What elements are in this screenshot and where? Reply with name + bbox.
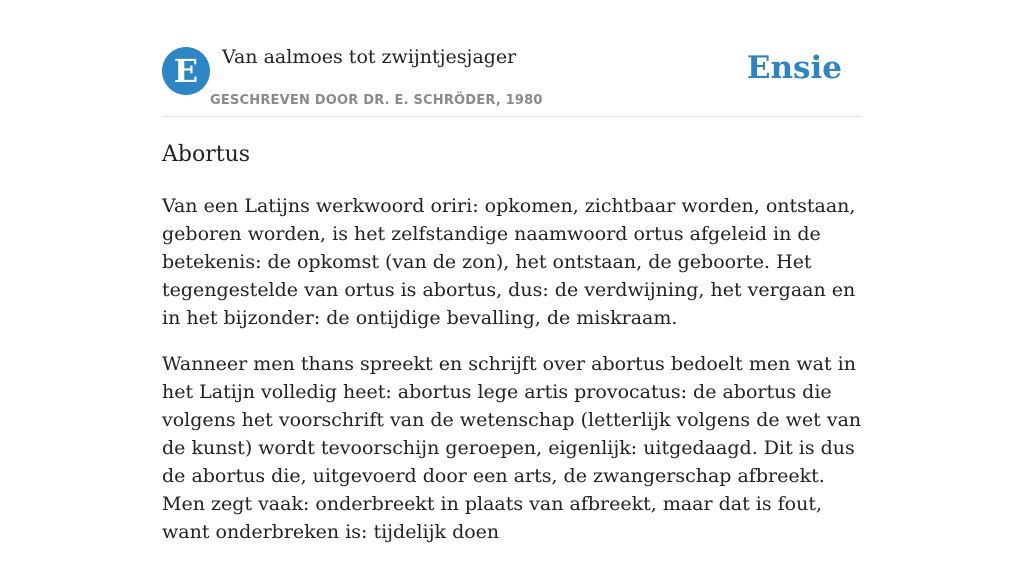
ensie-brand-link[interactable]: Ensie — [746, 50, 842, 86]
article-title: Abortus — [162, 142, 251, 167]
header — [162, 0, 862, 117]
author-byline: GESCHREVEN DOOR DR. E. SCHRÖDER, 1980 — [210, 93, 543, 108]
article-content — [162, 140, 862, 564]
ensie-logo-icon[interactable]: E — [162, 47, 210, 95]
article-paragraph: Wanneer men thans spreekt en schrijft over abortus bedoelt men wat in het Latijn volledig heet: abortus lege artis provocatus: de abortus die volgens het voorschrift van de wetenschap (letterlijk volgens de wet van de kunst) wordt tevoorschijn geroepen, eigenlijk: uitgedaagd. Dit is dus de abortus die, uitgevoerd door een arts, de zwangerschap afbreekt. Men zegt vaak: onderbreekt in plaats van afbreekt, maar dat is fout, want onderbreken is: tijdelijk doen — [162, 353, 862, 543]
article-paragraph: Van een Latijns werkwoord oriri: opkomen, zichtbaar worden, ontstaan, geboren worden, is het zelfstandige naamwoord ortus afgeleid in de betekenis: de opkomst (van de zon), het ontstaan, de geboorte. Het tegengestelde van ortus is abortus, dus: de verdwijning, het vergaan en in het bijzonder: de ontijdige bevalling, de miskraam. — [162, 195, 856, 329]
book-title-link[interactable]: Van aalmoes tot zwijntjesjager — [222, 46, 517, 68]
